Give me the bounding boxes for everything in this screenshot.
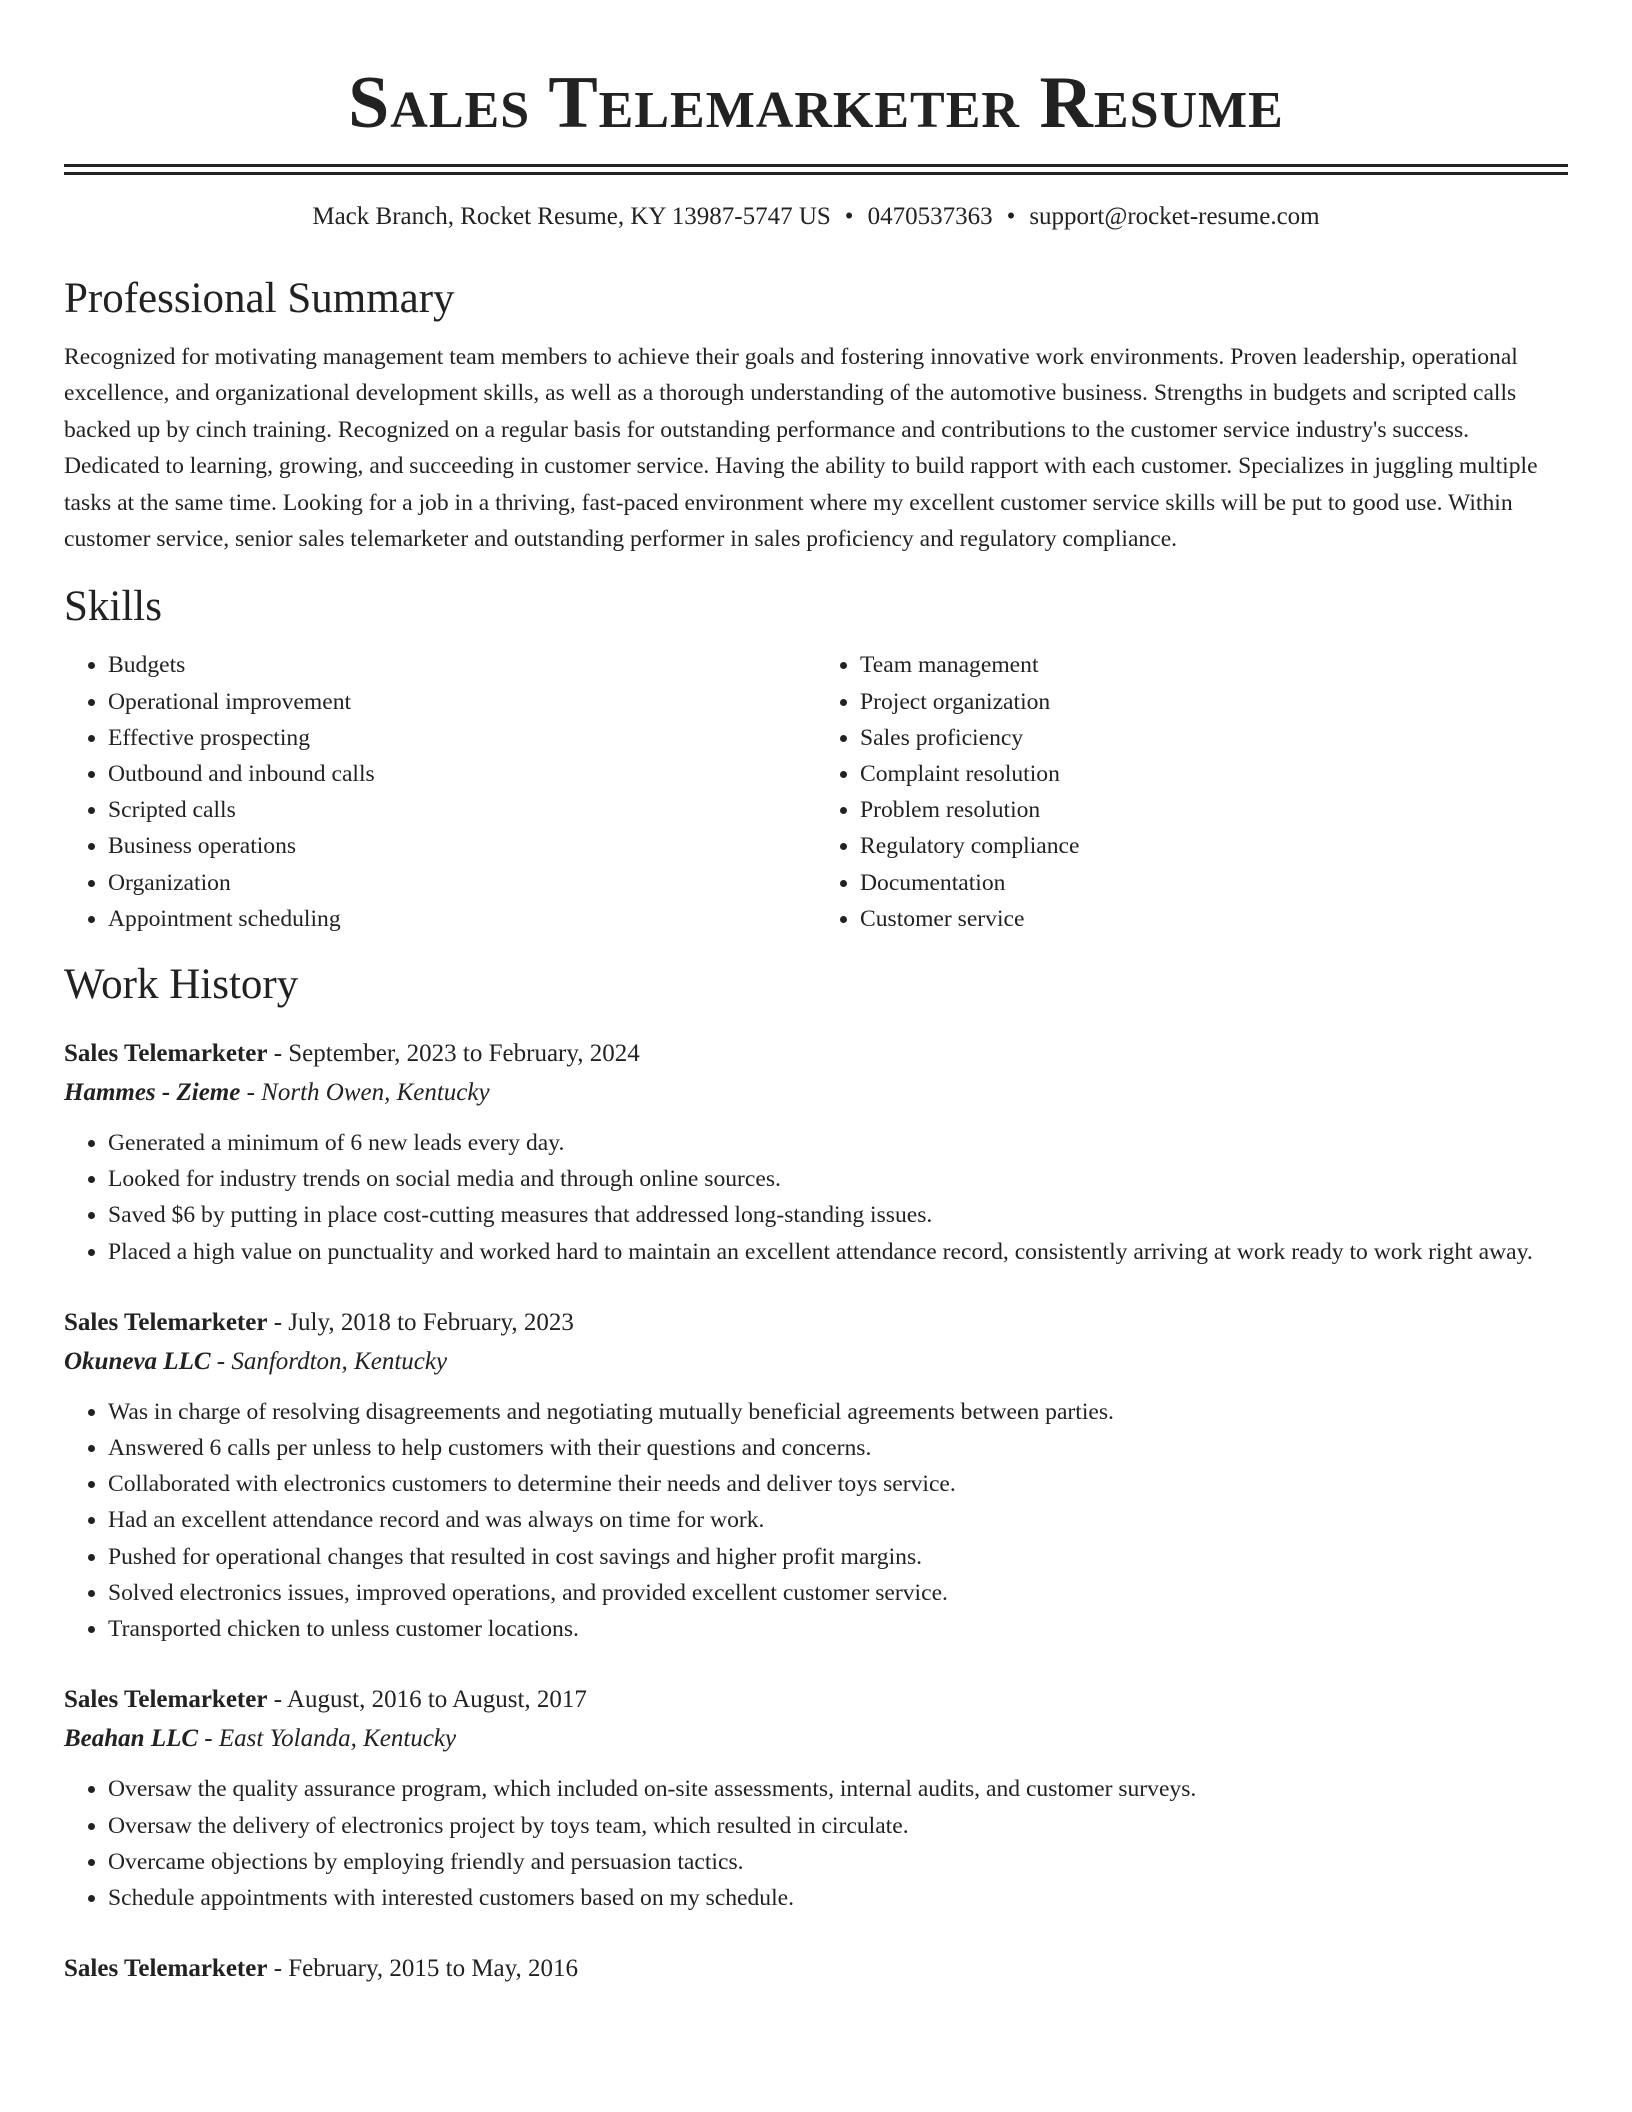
- job-bullet: • Answered 6 calls per unless to help customers with their questions and concerns.: [108, 1430, 1568, 1466]
- skill-item: • Budgets: [108, 647, 816, 683]
- job-dates: - February, 2015 to May, 2016: [267, 1955, 579, 1983]
- skill-item: • Team management: [860, 647, 1568, 683]
- contact-phone: 0470537363: [867, 203, 993, 230]
- job-bullet: • Generated a minimum of 6 new leads every day.: [108, 1125, 1568, 1161]
- job-title-line: [64, 1035, 1568, 1073]
- job-bullets: [64, 1771, 1568, 1916]
- job-bullet: • Oversaw the quality assurance program, which included on-site assessments, internal audits, and customer surveys.: [108, 1771, 1568, 1807]
- skill-item: • Sales proficiency: [860, 720, 1568, 756]
- summary-text: Recognized for motivating management team members to achieve their goals and fostering innovative work environments. Proven leadership, operational excellence, and organizational development skills, as well as a thorough understanding of the automotive business. Strengths in budgets and scripted calls backed up by cinch training. Recognized on a regular basis for outstanding performance and contributions to the customer service industry's success. Dedicated to learning, growing, and succeeding in customer service. Having the ability to build rapport with each customer. Specializes in juggling multiple tasks at the same time. Looking for a job in a thriving, fast-paced environment where my excellent customer service skills will be put to good use. Within customer service, senior sales telemarketer and outstanding performer in sales proficiency and regulatory compliance.: [64, 344, 1538, 553]
- company-location: - North Owen, Kentucky: [240, 1079, 490, 1107]
- job-title: Sales Telemarketer: [64, 1955, 268, 1983]
- job-bullet: • Had an excellent attendance record and was always on time for work.: [108, 1502, 1568, 1538]
- skill-item: • Regulatory compliance: [860, 828, 1568, 864]
- job-bullet: • Solved electronics issues, improved operations, and provided excellent customer service.: [108, 1575, 1568, 1611]
- job-dates: - July, 2018 to February, 2023: [267, 1308, 574, 1336]
- skill-item: • Scripted calls: [108, 792, 816, 828]
- job-bullet: • Looked for industry trends on social media and through online sources.: [108, 1161, 1568, 1197]
- summary-heading: Professional Summary: [64, 275, 455, 322]
- skill-item: • Effective prospecting: [108, 720, 816, 756]
- company-name: Okuneva LLC: [64, 1347, 211, 1375]
- company-name: Hammes - Zieme: [64, 1079, 241, 1107]
- job-title: Sales Telemarketer: [64, 1040, 268, 1068]
- skill-item: • Documentation: [860, 865, 1568, 901]
- work-history-heading: Work History: [64, 961, 299, 1009]
- skills-column-left: [64, 647, 816, 937]
- skill-item: • Problem resolution: [860, 792, 1568, 828]
- resume-title: Sales Telemarketer Resume: [348, 62, 1284, 144]
- job-bullet: • Schedule appointments with interested customers based on my schedule.: [108, 1880, 1568, 1916]
- job-bullet: • Collaborated with electronics customers to determine their needs and deliver toys service.: [108, 1466, 1568, 1502]
- job-bullet: • Oversaw the delivery of electronics project by toys team, which resulted in circulate.: [108, 1808, 1568, 1844]
- job-entry: [64, 1950, 1568, 1988]
- company-location: - Sanfordton, Kentucky: [210, 1347, 448, 1375]
- job-dates: - August, 2016 to August, 2017: [267, 1686, 587, 1714]
- contact-separator: •: [844, 203, 854, 230]
- skills-heading: Skills: [64, 583, 162, 631]
- contact-email: support@rocket-resume.com: [1029, 203, 1320, 230]
- skills-column-right: [816, 647, 1568, 937]
- job-bullet: • Saved $6 by putting in place cost-cutting measures that addressed long-standing issues.: [108, 1197, 1568, 1233]
- job-title-line: [64, 1304, 1568, 1342]
- job-entry: [64, 1304, 1568, 1647]
- job-bullet: • Placed a high value on punctuality and worked hard to maintain an excellent attendance record, consistently arriving at work ready to work right away.: [108, 1234, 1568, 1270]
- contact-line: [64, 201, 1568, 233]
- skill-item: • Customer service: [860, 901, 1568, 937]
- job-title: Sales Telemarketer: [64, 1686, 268, 1714]
- company-line: [64, 1073, 1568, 1113]
- job-bullet: • Transported chicken to unless customer locations.: [108, 1611, 1568, 1647]
- job-bullet: • Pushed for operational changes that resulted in cost savings and higher profit margins.: [108, 1539, 1568, 1575]
- job-title-line: [64, 1681, 1568, 1719]
- job-entry: [64, 1681, 1568, 1916]
- contact-address: Mack Branch, Rocket Resume, KY 13987-5747 US: [312, 203, 831, 230]
- skills-list: [64, 647, 1568, 937]
- job-bullets: [64, 1125, 1568, 1270]
- company-line: [64, 1719, 1568, 1759]
- job-entry: [64, 1035, 1568, 1270]
- company-name: Beahan LLC: [64, 1725, 199, 1753]
- job-bullet: • Overcame objections by employing friendly and persuasion tactics.: [108, 1844, 1568, 1880]
- company-location: - East Yolanda, Kentucky: [198, 1725, 457, 1753]
- skill-item: • Appointment scheduling: [108, 901, 816, 937]
- skill-item: • Organization: [108, 865, 816, 901]
- job-title: Sales Telemarketer: [64, 1308, 268, 1336]
- job-dates: - September, 2023 to February, 2024: [267, 1040, 640, 1068]
- skill-item: • Business operations: [108, 828, 816, 864]
- skill-item: • Operational improvement: [108, 684, 816, 720]
- job-title-line: [64, 1950, 1568, 1988]
- skill-item: • Outbound and inbound calls: [108, 756, 816, 792]
- contact-separator: •: [1006, 203, 1016, 230]
- title-double-rule: [64, 164, 1568, 175]
- company-line: [64, 1342, 1568, 1382]
- skill-item: • Project organization: [860, 684, 1568, 720]
- job-bullet: • Was in charge of resolving disagreements and negotiating mutually beneficial agreements between parties.: [108, 1394, 1568, 1430]
- skill-item: • Complaint resolution: [860, 756, 1568, 792]
- job-bullets: [64, 1394, 1568, 1647]
